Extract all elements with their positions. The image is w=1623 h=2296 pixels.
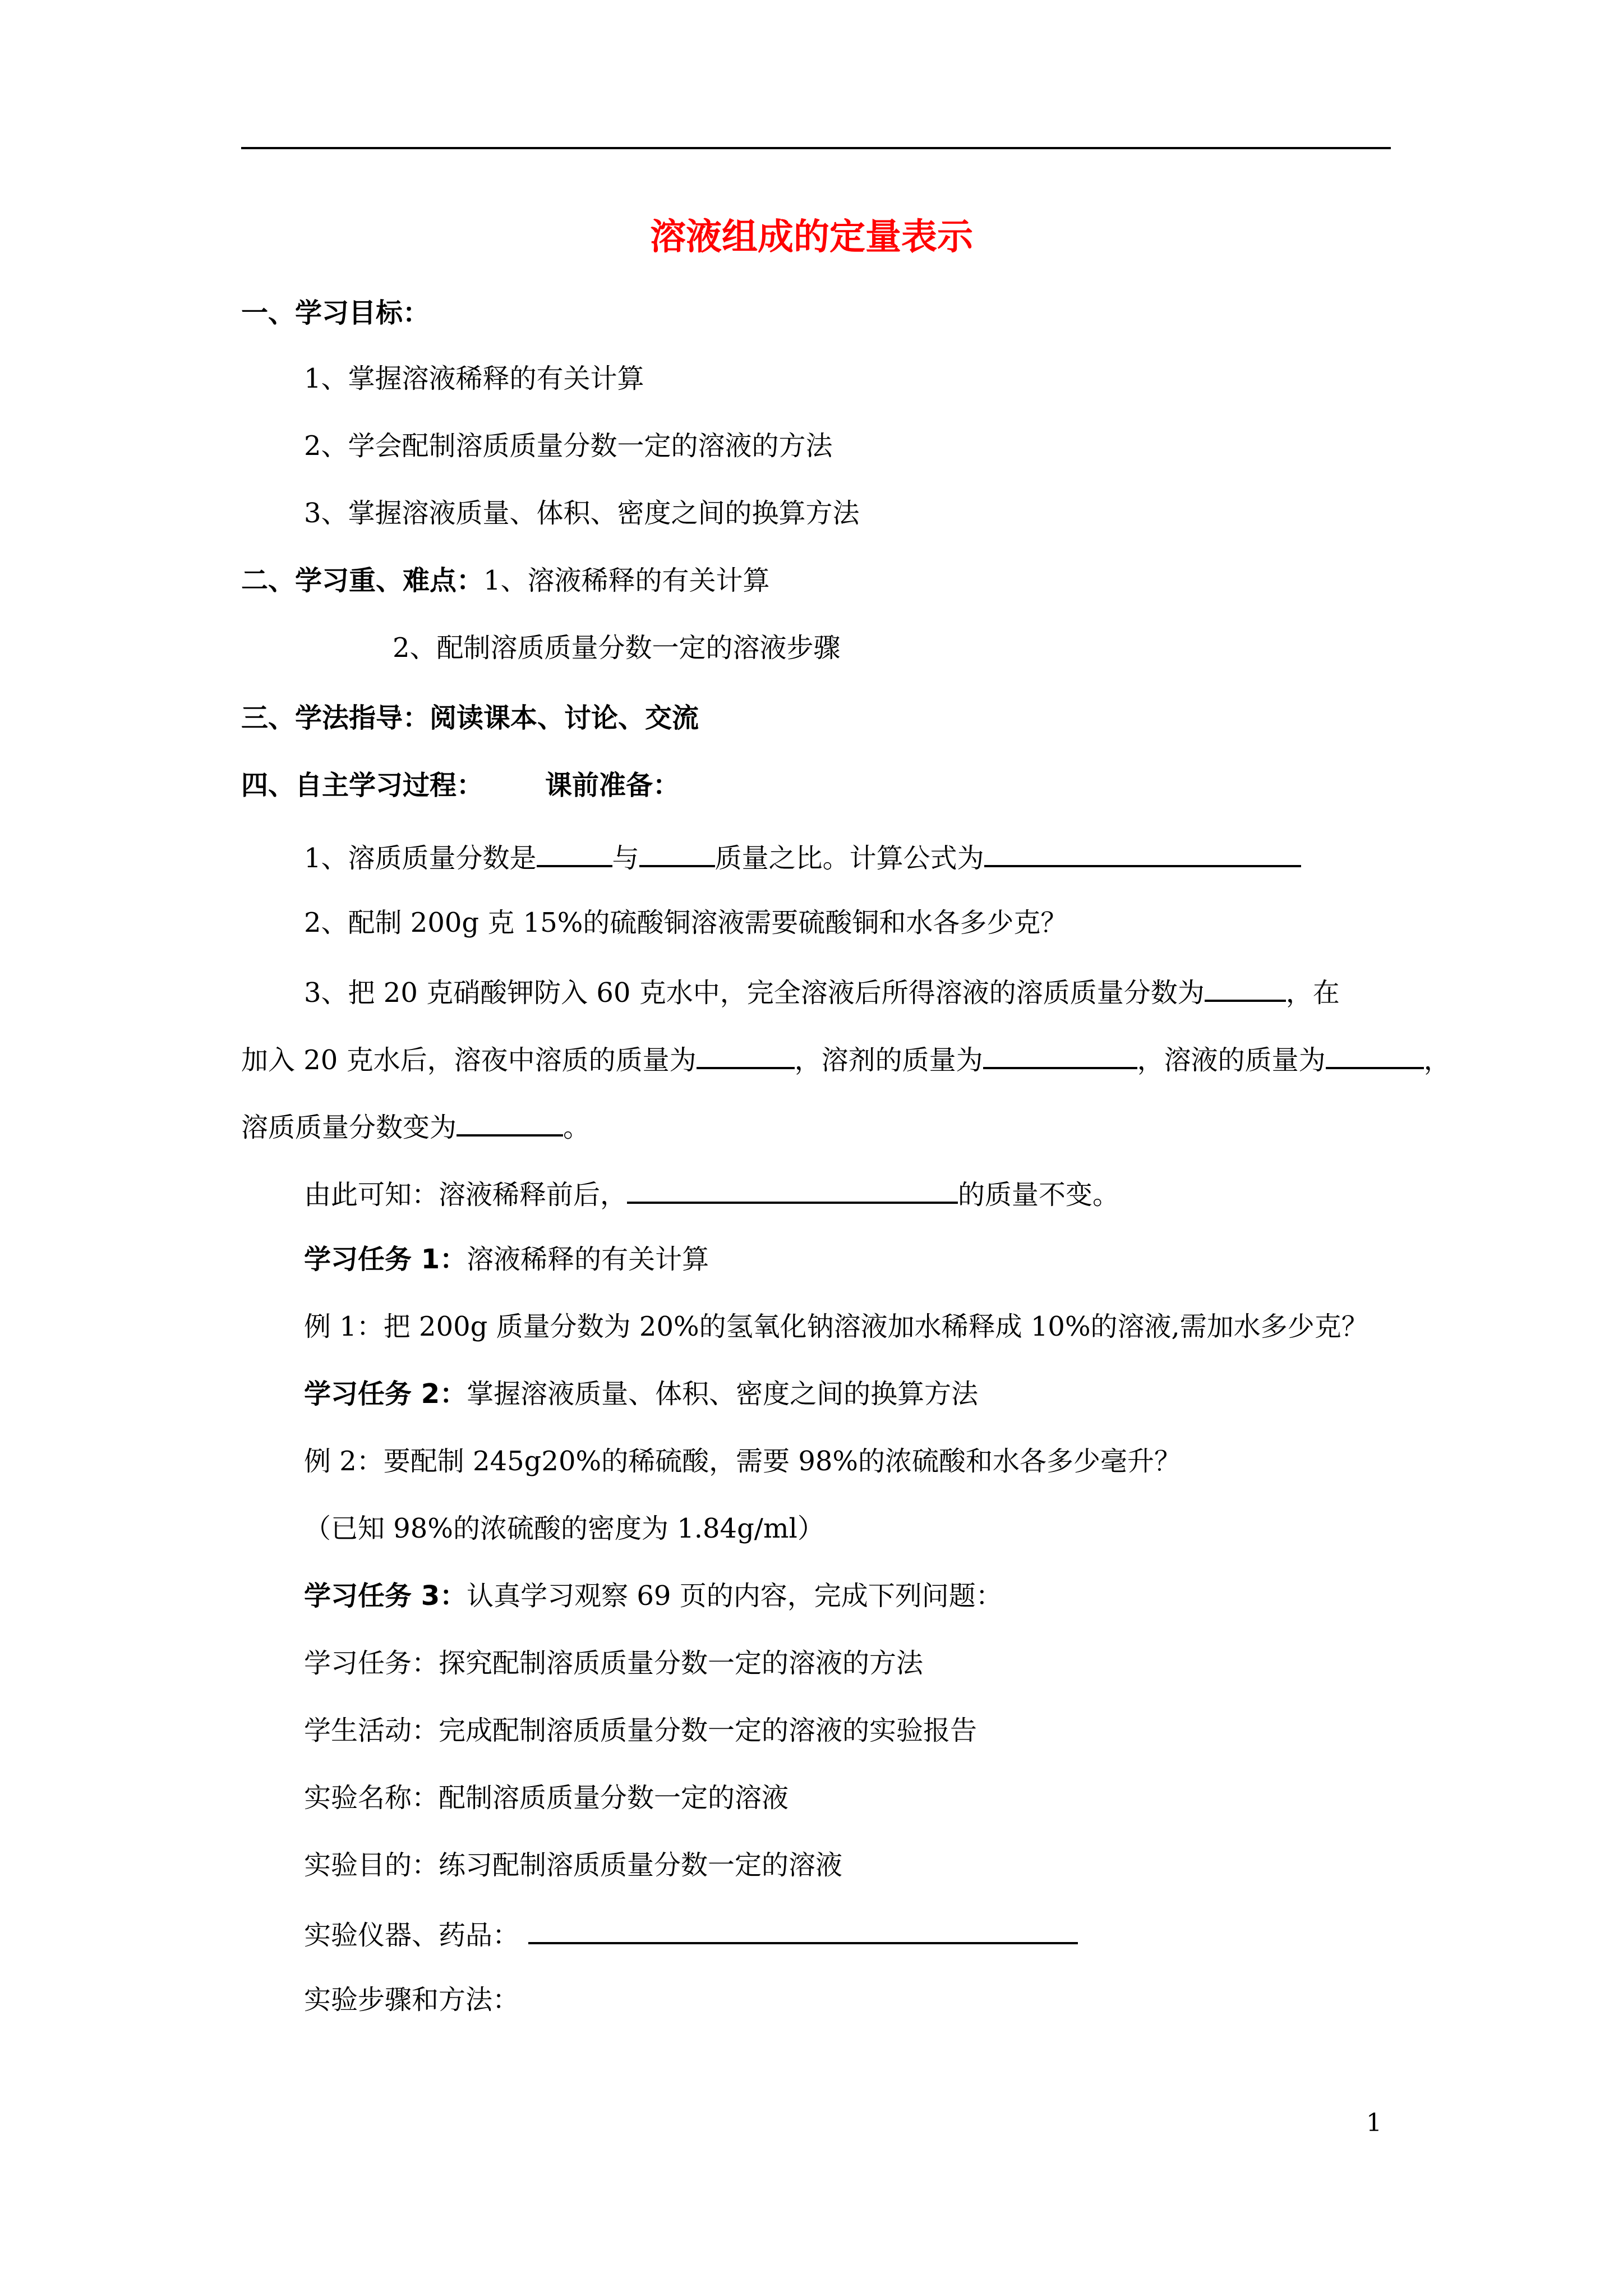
experiment-steps: 实验步骤和方法：	[304, 1984, 520, 2016]
objective-item-2: 2、学会配制溶质质量分数一定的溶液的方法	[304, 430, 833, 462]
prep-question-3-line1	[304, 970, 1340, 1013]
answer-blank[interactable]	[627, 1172, 958, 1204]
activity-student: 学生活动：完成配制溶质质量分数一定的溶液的实验报告	[304, 1715, 978, 1746]
answer-blank[interactable]	[697, 1038, 795, 1069]
conclusion-text-b: 的质量不变。	[958, 1179, 1120, 1211]
task2-label: 学习任务 2：	[304, 1378, 467, 1410]
section4-heading: 四、自主学习过程：	[241, 770, 484, 801]
task2-line	[304, 1374, 978, 1414]
prep-q3-text-b: ，在	[1285, 977, 1340, 1009]
header-rule	[241, 147, 1391, 149]
experiment-equipment-line	[304, 1913, 1078, 1955]
formula-blank[interactable]	[984, 836, 1301, 867]
prep-question-3-line3	[241, 1105, 590, 1147]
page-title: 溶液组成的定量表示	[650, 217, 973, 258]
conclusion-line	[304, 1172, 1119, 1214]
prep-q3-text-e: ，溶液的质量为	[1137, 1045, 1326, 1076]
task1-line	[304, 1240, 709, 1279]
prep-q3-text-f: ，	[1423, 1045, 1451, 1076]
equipment-blank[interactable]	[528, 1913, 1078, 1944]
section2-heading: 二、学习重、难点：	[241, 565, 484, 596]
conclusion-text-a: 由此可知：溶液稀释前后，	[304, 1179, 628, 1211]
prep-q1-text-c: 质量之比。计算公式为	[714, 843, 984, 874]
task3-text: 认真学习观察 69 页的内容，完成下列问题：	[467, 1580, 1003, 1612]
section4-sub: 课前准备：	[545, 770, 680, 801]
prep-question-1	[304, 836, 1301, 878]
example-2: 例 2：要配制 245g20%的稀硫酸，需要 98%的浓硫酸和水各多少毫升？	[304, 1446, 1182, 1477]
task3-line	[304, 1576, 1003, 1616]
prep-q3-text-d: ，溶剂的质量为	[794, 1045, 983, 1076]
section2-line	[241, 561, 770, 600]
prep-q3-text-a: 3、把 20 克硝酸钾防入 60 克水中，完全溶液后所得溶液的溶质质量分数为	[304, 977, 1205, 1009]
prep-question-2: 2、配制 200g 克 15%的硫酸铜溶液需要硫酸铜和水各多少克？	[304, 907, 1068, 938]
example-1: 例 1：把 200g 质量分数为 20%的氢氧化钠溶液加水稀释成 10%的溶液,需加水多少克？	[304, 1311, 1368, 1342]
objective-item-1: 1、掌握溶液稀释的有关计算	[304, 363, 644, 394]
answer-blank[interactable]	[1326, 1038, 1424, 1069]
section4-line	[241, 766, 680, 805]
task3-label: 学习任务 3：	[304, 1580, 467, 1612]
section1-heading: 一、学习目标：	[241, 297, 430, 329]
page-number: 1	[1366, 2109, 1382, 2137]
task1-label: 学习任务 1：	[304, 1244, 467, 1275]
difficulty-item-1: 1、溶液稀释的有关计算	[483, 565, 770, 596]
answer-blank[interactable]	[983, 1038, 1137, 1069]
objective-item-3: 3、掌握溶液质量、体积、密度之间的换算方法	[304, 498, 860, 529]
difficulty-item-2: 2、配制溶质质量分数一定的溶液步骤	[393, 632, 841, 664]
task2-text: 掌握溶液质量、体积、密度之间的换算方法	[467, 1378, 979, 1410]
experiment-purpose: 实验目的：练习配制溶质质量分数一定的溶液	[304, 1849, 843, 1881]
prep-q1-text-b: 与	[612, 843, 639, 874]
section3-heading: 三、学法指导：阅读课本、讨论、交流	[241, 702, 699, 734]
prep-q3-text-h: 。	[563, 1112, 591, 1143]
prep-q3-text-c: 加入 20 克水后，溶夜中溶质的质量为	[241, 1045, 697, 1076]
answer-blank[interactable]	[537, 836, 612, 867]
equipment-label: 实验仪器、药品：	[304, 1920, 520, 1951]
prep-q1-text-a: 1、溶质质量分数是	[304, 843, 537, 874]
answer-blank[interactable]	[639, 836, 715, 867]
experiment-name: 实验名称：配制溶质质量分数一定的溶液	[304, 1782, 789, 1814]
task1-text: 溶液稀释的有关计算	[467, 1244, 709, 1275]
answer-blank[interactable]	[1205, 970, 1286, 1002]
activity-task: 学习任务：探究配制溶质质量分数一定的溶液的方法	[304, 1648, 924, 1679]
prep-question-3-line2	[241, 1038, 1451, 1080]
answer-blank[interactable]	[457, 1105, 563, 1137]
density-note: （已知 98%的浓硫酸的密度为 1.84g/ml）	[304, 1513, 824, 1544]
prep-q3-text-g: 溶质质量分数变为	[241, 1112, 457, 1143]
